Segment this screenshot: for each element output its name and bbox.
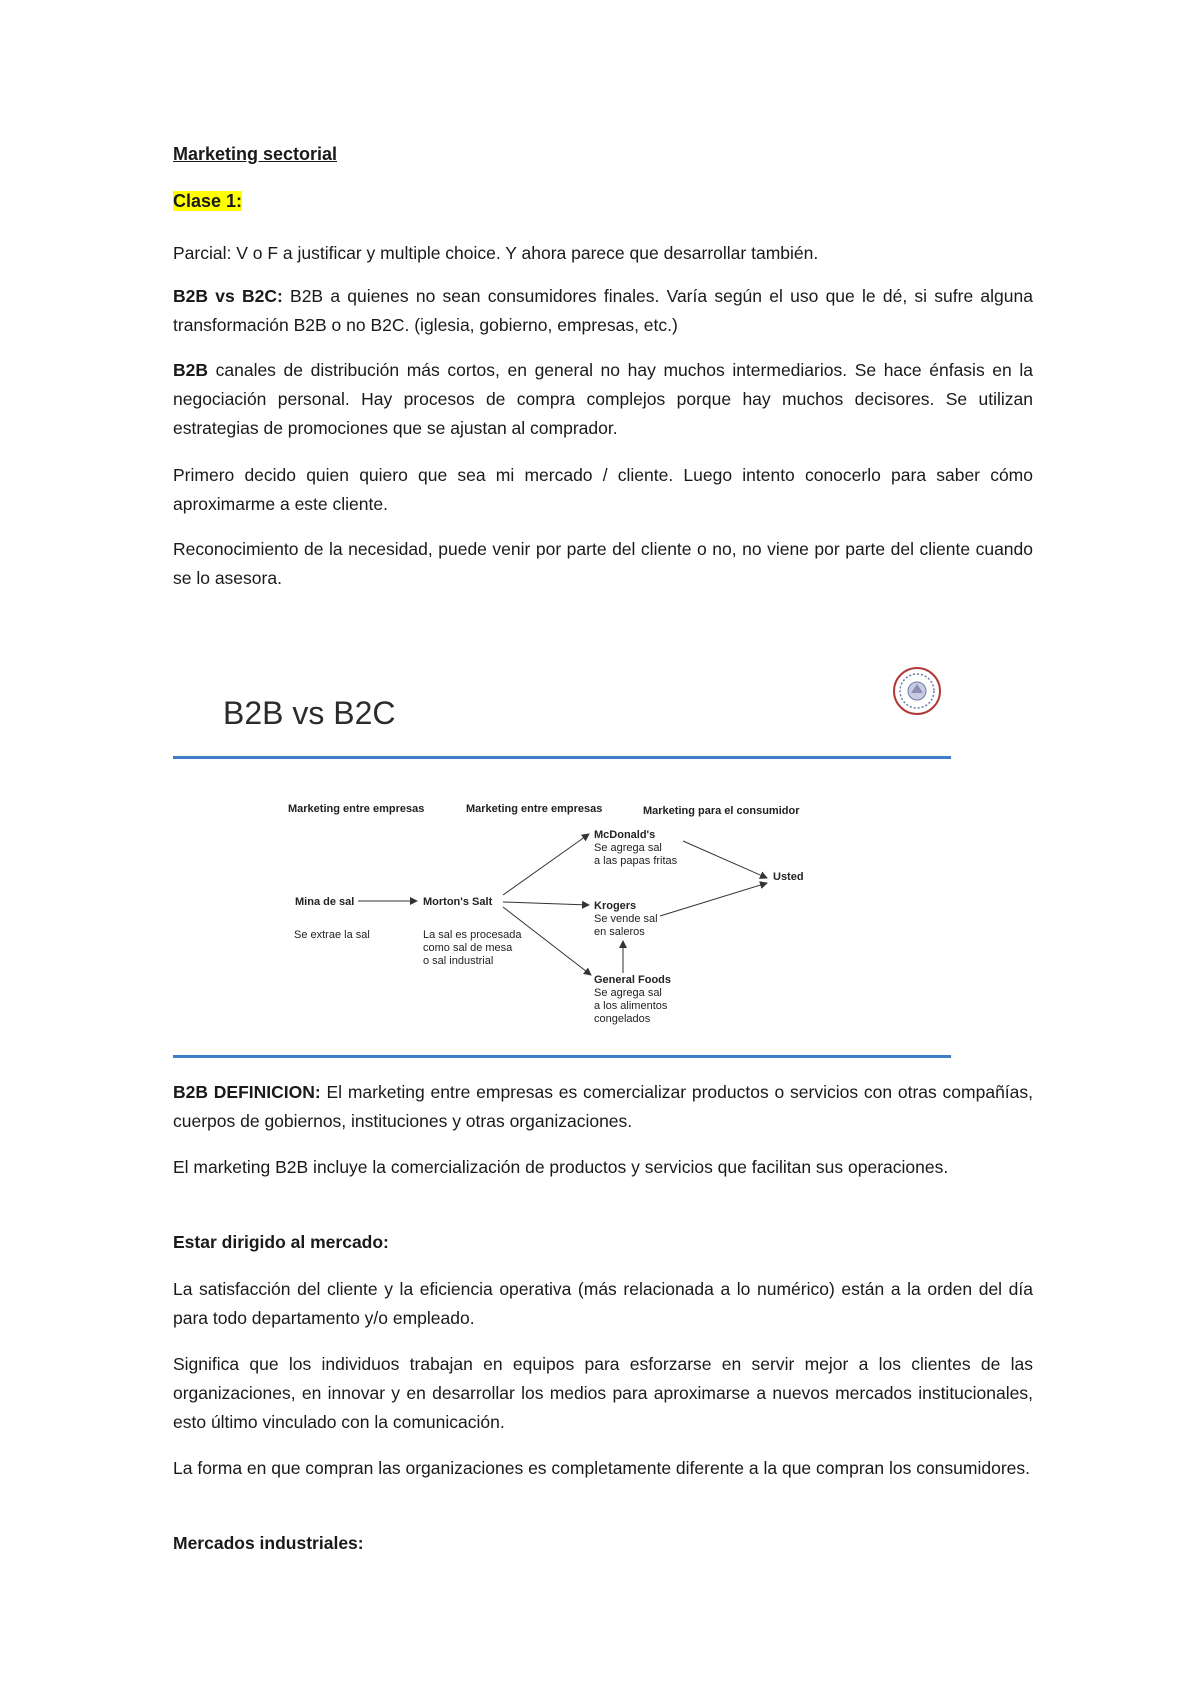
paragraph-text: La forma en que compran las organizaciones es completamente diferente a la que compran los consumidores. bbox=[173, 1458, 1031, 1478]
paragraph-satisfaccion bbox=[173, 1275, 1033, 1333]
paragraph-text: B2B a quienes no sean consumidores finales. Varía según el uso que le dé, si sufre alguna transformación B2B o no B2C. (iglesia, gobierno, empresas, etc.) bbox=[173, 286, 1033, 335]
arrow-morton-to-krogers bbox=[503, 902, 589, 905]
node-morton-desc-3: o sal industrial bbox=[423, 955, 494, 967]
paragraph-text: El marketing B2B incluye la comercialización de productos y servicios que facilitan sus operaciones. bbox=[173, 1157, 949, 1177]
paragraph-text: La satisfacción del cliente y la eficiencia operativa (más relacionada a lo numérico) están a la orden del día para todo departamento y/o empleado. bbox=[173, 1279, 1033, 1328]
node-morton-desc-1: La sal es procesada bbox=[423, 929, 522, 941]
highlighted-heading: Clase 1: bbox=[173, 191, 243, 211]
node-krogers-desc-1: Se vende sal bbox=[594, 913, 658, 925]
paragraph-text: Significa que los individuos trabajan en equipos para esforzarse en servir mejor a los clientes de las organizaciones, en innovar y en desarrollar los medios para aproximarse a nuevos mercados institucionales, esto último vinculado con la comunicación. bbox=[173, 1354, 1033, 1432]
paragraph-text: canales de distribución más cortos, en general no hay muchos intermediarios. Se hace énfasis en la negociación personal. Hay procesos de compra complejos porque hay muchos decisores. Se utilizan estrategias de promociones que se ajustan al comprador. bbox=[173, 360, 1033, 438]
node-general-foods-desc-2: a los alimentos bbox=[594, 1000, 668, 1012]
node-krogers: Krogers bbox=[594, 900, 637, 912]
paragraph-text: Primero decido quien quiero que sea mi mercado / cliente. Luego intento conocerlo para saber cómo aproximarme a este cliente. bbox=[173, 465, 1033, 514]
node-krogers-desc-2: en saleros bbox=[594, 926, 645, 938]
university-seal-icon bbox=[891, 665, 943, 717]
figure-bottom-rule bbox=[173, 1055, 951, 1058]
paragraph-mercado-cliente bbox=[173, 461, 1033, 519]
section-heading: Estar dirigido al mercado: bbox=[173, 1232, 389, 1252]
paragraph-text: El marketing entre empresas es comercializar productos o servicios con otras compañías, cuerpos de gobiernos, instituciones y otras organizaciones. bbox=[173, 1082, 1034, 1131]
paragraph-text: Reconocimiento de la necesidad, puede venir por parte del cliente o no, no viene por parte del cliente cuando se lo asesora. bbox=[173, 539, 1033, 588]
node-general-foods-desc-3: congelados bbox=[594, 1013, 651, 1025]
paragraph-lead: B2B vs B2C: bbox=[173, 286, 283, 306]
paragraph-lead: B2B DEFINICION: bbox=[173, 1082, 321, 1102]
heading-mercados-industriales bbox=[173, 1529, 1033, 1558]
diagram-header-col2: Marketing entre empresas bbox=[466, 803, 603, 815]
node-usted: Usted bbox=[773, 871, 804, 883]
paragraph-lead: B2B bbox=[173, 360, 209, 380]
arrow-morton-to-mcdonalds bbox=[503, 834, 589, 895]
paragraph-reconocimiento bbox=[173, 535, 1033, 593]
node-mortons-salt: Morton's Salt bbox=[423, 896, 493, 908]
section-heading: Mercados industriales: bbox=[173, 1533, 364, 1553]
paragraph-forma-compra bbox=[173, 1454, 1033, 1483]
diagram-header-col3: Marketing para el consumidor bbox=[643, 805, 800, 817]
b2b-vs-b2c-figure bbox=[173, 655, 951, 1060]
section-label bbox=[173, 191, 242, 212]
salt-distribution-diagram bbox=[173, 735, 951, 1035]
heading-estar-dirigido bbox=[173, 1228, 1033, 1257]
node-mcdonalds-desc-2: a las papas fritas bbox=[594, 855, 678, 867]
arrow-morton-to-general-foods bbox=[503, 907, 591, 975]
node-mina-desc: Se extrae la sal bbox=[294, 929, 370, 941]
node-morton-desc-2: como sal de mesa bbox=[423, 942, 513, 954]
diagram-header-col1: Marketing entre empresas bbox=[288, 803, 425, 815]
node-mina-de-sal: Mina de sal bbox=[295, 896, 355, 908]
arrow-mcdonalds-to-usted bbox=[683, 841, 767, 878]
paragraph-significa bbox=[173, 1350, 1033, 1437]
paragraph-parcial bbox=[173, 239, 1033, 268]
paragraph-b2b-incluye bbox=[173, 1153, 1033, 1182]
paragraph-text: Parcial: V o F a justificar y multiple choice. Y ahora parece que desarrollar también. bbox=[173, 243, 819, 263]
node-general-foods-desc-1: Se agrega sal bbox=[594, 987, 662, 999]
node-general-foods: General Foods bbox=[594, 974, 672, 986]
figure-title: B2B vs B2C bbox=[223, 695, 396, 731]
node-mcdonalds-desc-1: Se agrega sal bbox=[594, 842, 662, 854]
arrow-krogers-to-usted bbox=[660, 883, 767, 916]
node-mcdonalds: McDonald's bbox=[594, 829, 656, 841]
document-title: Marketing sectorial bbox=[173, 144, 338, 164]
paragraph-b2b-canales bbox=[173, 356, 1033, 443]
paragraph-b2b-definicion bbox=[173, 1078, 1033, 1136]
paragraph-b2b-vs-b2c bbox=[173, 282, 1033, 340]
